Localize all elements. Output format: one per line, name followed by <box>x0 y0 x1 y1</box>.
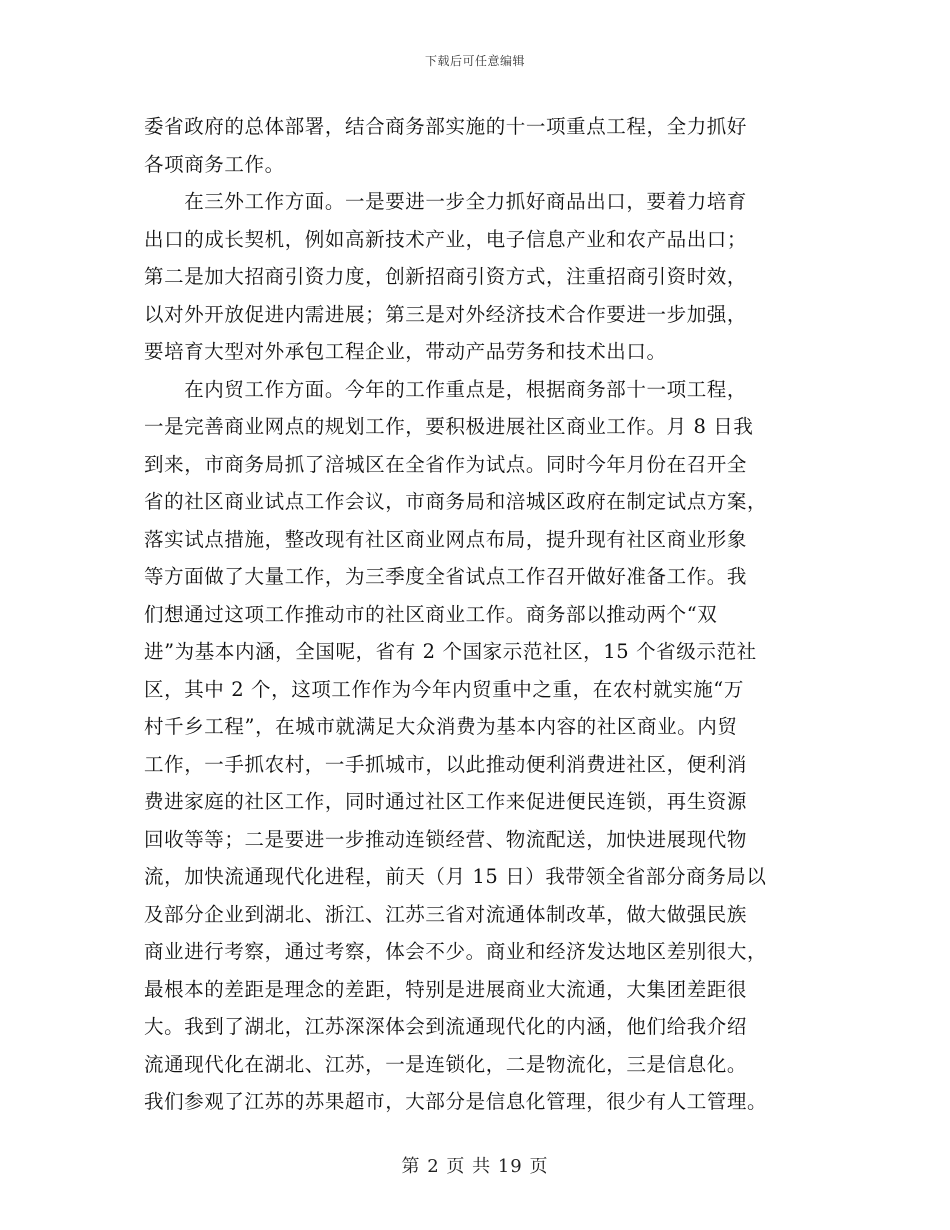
body-line: 工作，一手抓农村，一手抓城市，以此推动便利消费进社区，便利消 <box>144 752 748 776</box>
body-line: 省的社区商业试点工作会议，市商务局和涪城区政府在制定试点方案， <box>144 490 768 513</box>
document-body <box>144 108 808 1121</box>
body-line: 大。我到了湖北，江苏深深体会到流通现代化的内涵，他们给我介绍 <box>144 1015 748 1038</box>
body-line: 第二是加大招商引资力度，创新招商引资方式，注重招商引资时效， <box>144 265 748 288</box>
body-line: 费进家庭的社区工作，同时通过社区工作来促进便民连锁，再生资源 <box>144 790 748 813</box>
body-line: 在内贸工作方面。今年的工作重点是，根据商务部十一项工程， <box>144 377 748 401</box>
body-line: 们想通过这项工作推动市的社区商业工作。商务部以推动两个“双 <box>144 602 718 626</box>
body-line: 回收等等；二是要进一步推动连锁经营、物流配送，加快进展现代物 <box>144 827 748 851</box>
body-line: 要培育大型对外承包工程企业，带动产品劳务和技术出口。 <box>144 340 667 363</box>
body-line: 我们参观了江苏的苏果超市，大部分是信息化管理，很少有人工管理。 <box>144 1090 768 1113</box>
body-line: 以对外开放促进内需进展；第三是对外经济技术合作要进一步加强， <box>144 302 748 326</box>
body-line: 到来，市商务局抓了涪城区在全省作为试点。同时今年月份在召开全 <box>144 452 748 476</box>
body-line: 一是完善商业网点的规划工作，要积极进展社区商业工作。月 8 日我 <box>144 415 754 438</box>
body-line: 流，加快流通现代化进程，前天（月 15 日）我带领全省部分商务局以 <box>144 865 767 888</box>
body-line: 各项商务工作。 <box>144 152 285 176</box>
body-line: 商业进行考察，通过考察，体会不少。商业和经济发达地区差别很大， <box>144 940 768 963</box>
body-line: 委省政府的总体部署，结合商务部实施的十一项重点工程，全力抓好 <box>144 115 748 138</box>
body-line: 出口的成长契机，例如高新技术产业，电子信息产业和农产品出口； <box>144 227 748 251</box>
page-number-footer: 第 2 页 共 19 页 <box>401 1156 549 1177</box>
body-line: 在三外工作方面。一是要进一步全力抓好商品出口，要着力培育 <box>144 190 748 213</box>
body-line: 落实试点措施，整改现有社区商业网点布局，提升现有社区商业形象 <box>144 527 748 551</box>
body-line: 等方面做了大量工作，为三季度全省试点工作召开做好准备工作。我 <box>144 565 748 588</box>
body-line: 村千乡工程”，在城市就满足大众消费为基本内容的社区商业。内贸 <box>144 715 738 738</box>
body-line: 及部分企业到湖北、浙江、江苏三省对流通体制改革，做大做强民族 <box>144 902 748 926</box>
body-line: 最根本的差距是理念的差距，特别是进展商业大流通，大集团差距很 <box>144 977 748 1001</box>
page-header: 下载后可任意编辑 <box>424 54 525 68</box>
body-line: 进”为基本内涵，全国呢，省有 2 个国家示范社区，15 个省级示范社 <box>144 640 757 663</box>
body-line: 区，其中 2 个，这项工作作为今年内贸重中之重，在农村就实施“万 <box>144 677 744 701</box>
body-line: 流通现代化在湖北、江苏，一是连锁化，二是物流化，三是信息化。 <box>144 1052 748 1076</box>
